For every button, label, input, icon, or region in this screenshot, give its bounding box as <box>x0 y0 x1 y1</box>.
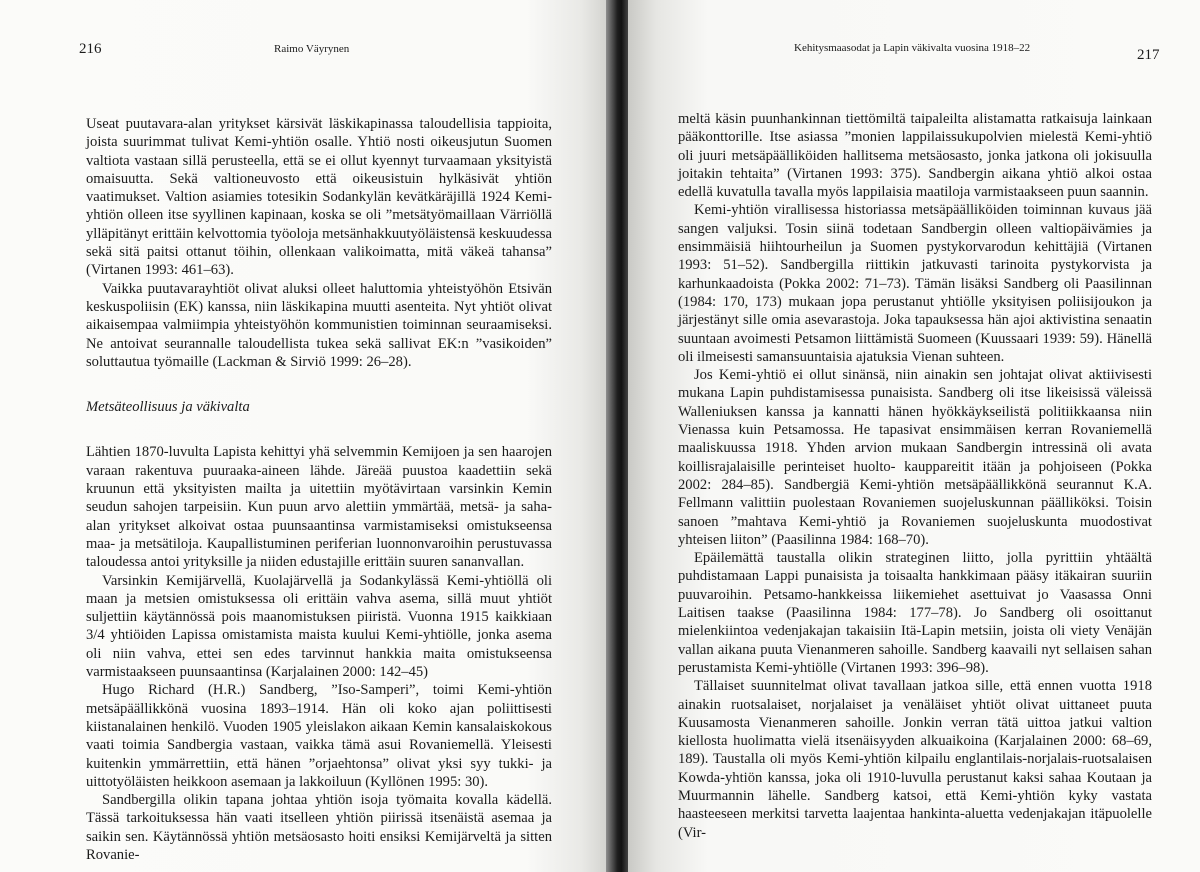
paragraph: Jos Kemi-yhtiö ei ollut sinänsä, niin ainakin sen johtajat olivat aktiivisesti mukana Lapin puhdistamisessa punaisista. Sandberg oli itse likeisissä väleissä Walleniuksen kanssa ja kannatti hänen hyökkäykseilistä politiikkaansa niin Vienassa kuin Petsamossa. He tapasivat ensimmäisen kerran Rovaniemellä maaliskuussa 1918. Yhden arvion mukaan Sandbergin intressinä oli avata koillisrajalaisille perinteiset huolto- kauppareitit itään ja pohjoiseen (Pokka 2002: 284–85). Sandbergiä Kemi-yhtiön metsäpäällikkönä seurannut K.A. Fellmann valittiin puolestaan Rovaniemen suojeluskunnan päälliköksi. Toisin sanoen ”mahtava Kemi-yhtiö ja Rovaniemen suojeluskunta muodostivat yhteisen liiton” (Paasilinna 1984: 168–70). <box>678 367 1152 548</box>
paragraph: Sandbergilla olikin tapana johtaa yhtiön isoja työmaita kovalla kädellä. Tässä tarkoituksessa hän vaati itselleen yhtiön piirissä itsenäistä asemaa ja saikin sen. Käytännössä yhtiön metsäosasto hoiti ensiksi Kemijärveltä ja sitten Rovanie- <box>86 792 552 863</box>
left-running-header: Raimo Väyrynen <box>274 43 350 55</box>
left-page-number: 216 <box>79 41 102 57</box>
paragraph: Tällaiset suunnitelmat olivat tavallaan jatkoa sille, että ennen vuotta 1918 ainakin ruotsalaiset, norjalaiset ja venäläiset yhtiöt olivat uittaneet puuta Kuusamosta Vienanmeren sahoille. Jonkin verran tätä uittoa jatkui valtion kiellosta huolimatta vielä itsenäisyyden alkuaikoina (Karjalainen 2000: 68–69, 189). Taustalla oli myös Kemi-yhtiön kilpailu englantilais-norjalais-ruotsalaisen Kowda-yhtiön kanssa, joka oli 1910-luvulla perustanut kaksi sahaa Koutaan ja Muurmannin lähelle. Sandberg katsoi, että Kemi-yhtiön kyky vastata haasteeseen merkitsi tarvetta laajentaa hankinta-aluetta vedenjakajan itäpuolelle (Vir- <box>678 678 1152 841</box>
paragraph: Kemi-yhtiön virallisessa historiassa metsäpäälliköiden toiminnan kuvaus jää sangen valjuksi. Tosin siinä todetaan Sandbergin olleen valtiopäivämies ja ensimmäisiä hiihtourheilun ja Suomen pystykorvarodun kehittäjiä (Virtanen 1993: 51–52). Sandbergilla riittikin jatkuvasti tarinoita pystykorvista ja karhunkaadoista (Pokka 2002: 71–73). Tämän lisäksi Sandberg oli Paasilinnan (1984: 170, 173) mukaan jopa perustanut yhtiölle yksityisen poliisijoukon ja järjestänyt sille omia asevarastoja. Joka tapauksessa hän ajoi aktivistina senaatin suuntaan avoimesti Petsamon liittämistä Suomeen (Kuussaari 1939: 59). Hänellä oli ilmeisesti samansuuntaisia ajatuksia Vienan suhteen. <box>678 202 1152 365</box>
right-body-text <box>678 110 1152 842</box>
paragraph: Useat puutavara-alan yritykset kärsivät läskikapinassa taloudellisia tappioita, joista suurimmat tulivat Kemi-yhtiön osalle. Yhtiö nosti oikeusjutun Suomen valtiota vastaan sillä perusteella, että se ei ollut kyennyt turvaamaan yksityistä omaisuutta. Sekä valtioneuvosto että oikeusistuin hylkäsivät yhtiön vaatimukset. Valtion asiamies totesikin Sodankylän kevätkäräjillä 1924 Kemi-yhtiön olleen itse syyllinen kapinaan, koska se oli ”metsätyömaillaan Värriöllä ylläpitänyt erittäin kelvottomia työoloja metsänhakkuutyöläistensä keskuudessa sekä sitä paitsi ottanut töihin, ollenkaan valikoimatta, mitä väkeä tahansa” (Virtanen 1993: 461–63). <box>86 116 552 279</box>
paragraph: Varsinkin Kemijärvellä, Kuolajärvellä ja Sodankylässä Kemi-yhtiöllä oli maan ja metsien omistuksessa oli erittäin vahva asema, sillä muut yhtiöt suljettiin käytännössä pois maanomistuksen piiristä. Vuonna 1915 kaikkiaan 3/4 yhtiöiden Lapissa omistamista maista kuului Kemi-yhtiölle, jonka asema oli niin vahva, ettei sen edes tarvinnut hankkia maita omistukseensa varmistaakseen puunsaantinsa (Karjalainen 2000: 142–45) <box>86 572 552 681</box>
paragraph: Vaikka puutavarayhtiöt olivat aluksi olleet haluttomia yhteistyöhön Etsivän keskuspoliisin (EK) kanssa, niin läskikapina muutti asenteita. Nyt yhtiöt olivat aikaisempaa valmiimpia yhteistyöhön kommunistien toiminnan seuraamiseksi. Ne antoivat seurannalle taloudellista tukea sekä sallivat EK:n ”vasikoiden” soluttautua työmaille (Lackman & Sirviö 1999: 26–28). <box>86 280 552 370</box>
right-page <box>628 0 1200 872</box>
right-running-header: Kehitysmaasodat ja Lapin väkivalta vuosina 1918–22 <box>794 42 1031 54</box>
paragraph: Lähtien 1870-luvulta Lapista kehittyi yhä selvemmin Kemijoen ja sen haarojen varaan rakentuva puuraaka-aineen lähde. Järeää puustoa kaadettiin sekä kruunun että yksityisten mailta ja uitettiin myötävirtaan varsinkin Kemin seudun sahojen tarpeisiin. Kun puun arvo alettiin ymmärtää, metsä- ja saha-alan yritykset alkoivat ostaa puunsaantinsa varmistamiseksi omistukseensa maa- ja metsätiloja. Kaupallistuminen periferian luonnonvaroihin perustuvassa taloudessa antoi yrityksille ja niiden edustajille erittäin suuren sananvallan. <box>86 444 552 571</box>
paragraph: Epäilemättä taustalla olikin strateginen liitto, jolla pyrittiin yhtäältä puhdistamaan Lappi punaisista ja toisaalta hankkimaan pääsy itäkairan suuriin puuvaroihin. Petsamo-hankkeissa liikemiehet asettuivat jo Vaasassa Onni Laitisen taakse (Paasilinna 1984: 177–78). Jo Sandberg oli osoittanut mielenkiintoa vedenjakajan takaisiin Itä-Lapin metsiin, joista oli viety Venäjän vallan aikana puuta Vienanmeren sahoille. Sandberg kaavaili nyt sellaisen sahan perustamista Kemi-yhtiölle (Virtanen 1993: 396–98). <box>678 550 1152 676</box>
section-heading: Metsäteollisuus ja väkivalta <box>86 399 250 416</box>
left-body-text <box>86 115 552 864</box>
paragraph: Hugo Richard (H.R.) Sandberg, ”Iso-Samperi”, toimi Kemi-yhtiön metsäpäällikkönä vuosina 1893–1914. Hän oli koko ajan poliittisesti kiistanalainen henkilö. Vuoden 1905 yleislakon aikaan Kemin kansalaiskokous vaati toimia Sandbergia vastaan, vaikka tämä asui Rovaniemellä. Yleisesti kuitenkin ymmärrettiin, että hänen ”orjaehtonsa” olivat yksi syy tukki- ja uittotyöläisten heikkoon asemaan ja lakkoiluun (Kyllönen 1995: 30). <box>86 682 552 790</box>
right-page-number: 217 <box>1137 47 1160 63</box>
paragraph: meltä käsin puunhankinnan tiettömiltä taipaleilta alistamatta ratkaisuja lainkaan pääkonttorille. Itse asiassa ”monien lappilaissukupolvien mielestä Kemi-yhtiö oli juuri metsäpäälliköiden hallitsema metsäosasto, jonka jatkona oli jokisuulla joitakin tehtaita” (Virtanen 1993: 375). Sandbergin aikana yhtiö alkoi ostaa edellä kuvatulla tavalla myös lappilaisia maatiloja varmistaakseen puun saannin. <box>678 111 1152 201</box>
